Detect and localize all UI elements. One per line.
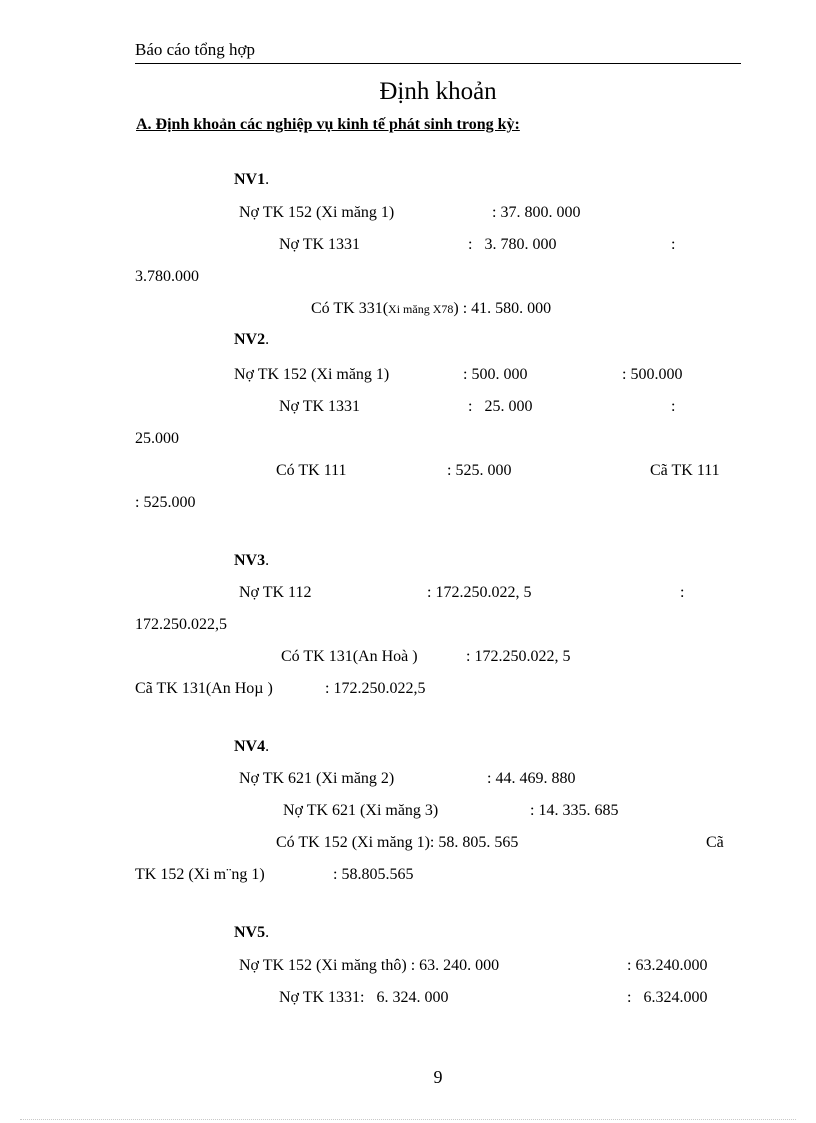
nv2-wrapped-value-2: : 525.000 [135, 494, 196, 511]
nv1-debit-152: Nợ TK 152 (Xi măng 1) [239, 204, 395, 221]
nv4-credit-152: Có TK 152 (Xi măng 1): 58. 805. 565 [276, 834, 519, 851]
nv5-debit-152: Nợ TK 152 (Xi măng thô) : 63. 240. 000 [239, 957, 500, 974]
nv3-debit-112-amount: : 172.250.022, 5 [427, 584, 532, 601]
nv4-wrapped-line: TK 152 (Xi m¨ng 1) [135, 866, 265, 883]
nv2-credit-111: Có TK 111 [276, 462, 347, 479]
nv3-credit-131-echo-amount: : 172.250.022,5 [325, 680, 426, 697]
nv1-credit-331 [311, 299, 551, 319]
nv3-heading: NV3. [234, 552, 270, 569]
nv3-wrapped-value: 172.250.022,5 [135, 616, 227, 633]
nv1-debit-1331-amount: : 3. 780. 000 [468, 236, 557, 253]
nv2-debit-152-echo: : 500.000 [622, 366, 683, 383]
nv2-debit-1331: Nợ TK 1331 [279, 398, 361, 415]
nv1-colon: : [671, 236, 676, 253]
nv2-label: NV2 [234, 331, 266, 348]
nv2-credit-111-amount: : 525. 000 [447, 462, 512, 479]
nv1-wrapped-value: 3.780.000 [135, 268, 199, 285]
nv4-debit-621-xm2-amount: : 44. 469. 880 [487, 770, 576, 787]
nv4-debit-621-xm3: Nợ TK 621 (Xi măng 3) [283, 802, 439, 819]
nv5-debit-152-echo: : 63.240.000 [627, 957, 708, 974]
nv3-credit-131-amount: : 172.250.022, 5 [466, 648, 571, 665]
page-title: Định khoản [379, 78, 497, 105]
nv5-label: NV5 [234, 924, 266, 941]
nv4-debit-621-xm2: Nợ TK 621 (Xi măng 2) [239, 770, 395, 787]
nv2-debit-152: Nợ TK 152 (Xi măng 1) [234, 366, 390, 383]
nv2-wrapped-value: 25.000 [135, 430, 179, 447]
nv4-credit-152-echo: Cã [706, 834, 724, 851]
nv3-colon: : [680, 584, 685, 601]
nv3-credit-131: Có TK 131(An Hoà ) [281, 648, 418, 665]
nv1-credit-331-supplier: Xi măng X78 [388, 302, 454, 316]
nv5-heading: NV5. [234, 924, 270, 941]
nv2-credit-111-echo: Cã TK 111 [650, 462, 720, 479]
nv3-debit-112: Nợ TK 112 [239, 584, 312, 601]
nv1-debit-1331: Nợ TK 1331 [279, 236, 361, 253]
header-rule [135, 63, 741, 64]
nv5-debit-1331-echo: : 6.324.000 [627, 989, 708, 1006]
nv1-label: NV1 [234, 171, 266, 188]
nv2-colon: : [671, 398, 676, 415]
nv1-heading: NV1. [234, 171, 270, 188]
nv2-debit-152-amount: : 500. 000 [463, 366, 528, 383]
nv5-debit-1331: Nợ TK 1331: 6. 324. 000 [279, 989, 449, 1006]
nv4-heading: NV4. [234, 738, 270, 755]
nv3-label: NV3 [234, 552, 266, 569]
nv1-credit-331-label: Có TK 331( [311, 300, 389, 317]
nv3-credit-131-echo: Cã TK 131(An Hoµ ) [135, 680, 273, 697]
running-header: Báo cáo tổng hợp [135, 40, 255, 59]
nv4-wrapped-amount: : 58.805.565 [333, 866, 414, 883]
nv1-credit-331-amount: ) : 41. 580. 000 [453, 300, 552, 317]
nv4-debit-621-xm3-amount: : 14. 335. 685 [530, 802, 619, 819]
nv1-debit-152-amount: : 37. 800. 000 [492, 204, 581, 221]
nv4-label: NV4 [234, 738, 266, 755]
nv2-debit-1331-amount: : 25. 000 [468, 398, 533, 415]
page-bottom-dotted-border [20, 1119, 796, 1120]
page-number: 9 [433, 1067, 443, 1087]
nv2-heading: NV2. [234, 331, 270, 348]
section-heading: A. Định khoản các nghiệp vụ kinh tế phát sinh trong kỳ: [136, 116, 520, 133]
